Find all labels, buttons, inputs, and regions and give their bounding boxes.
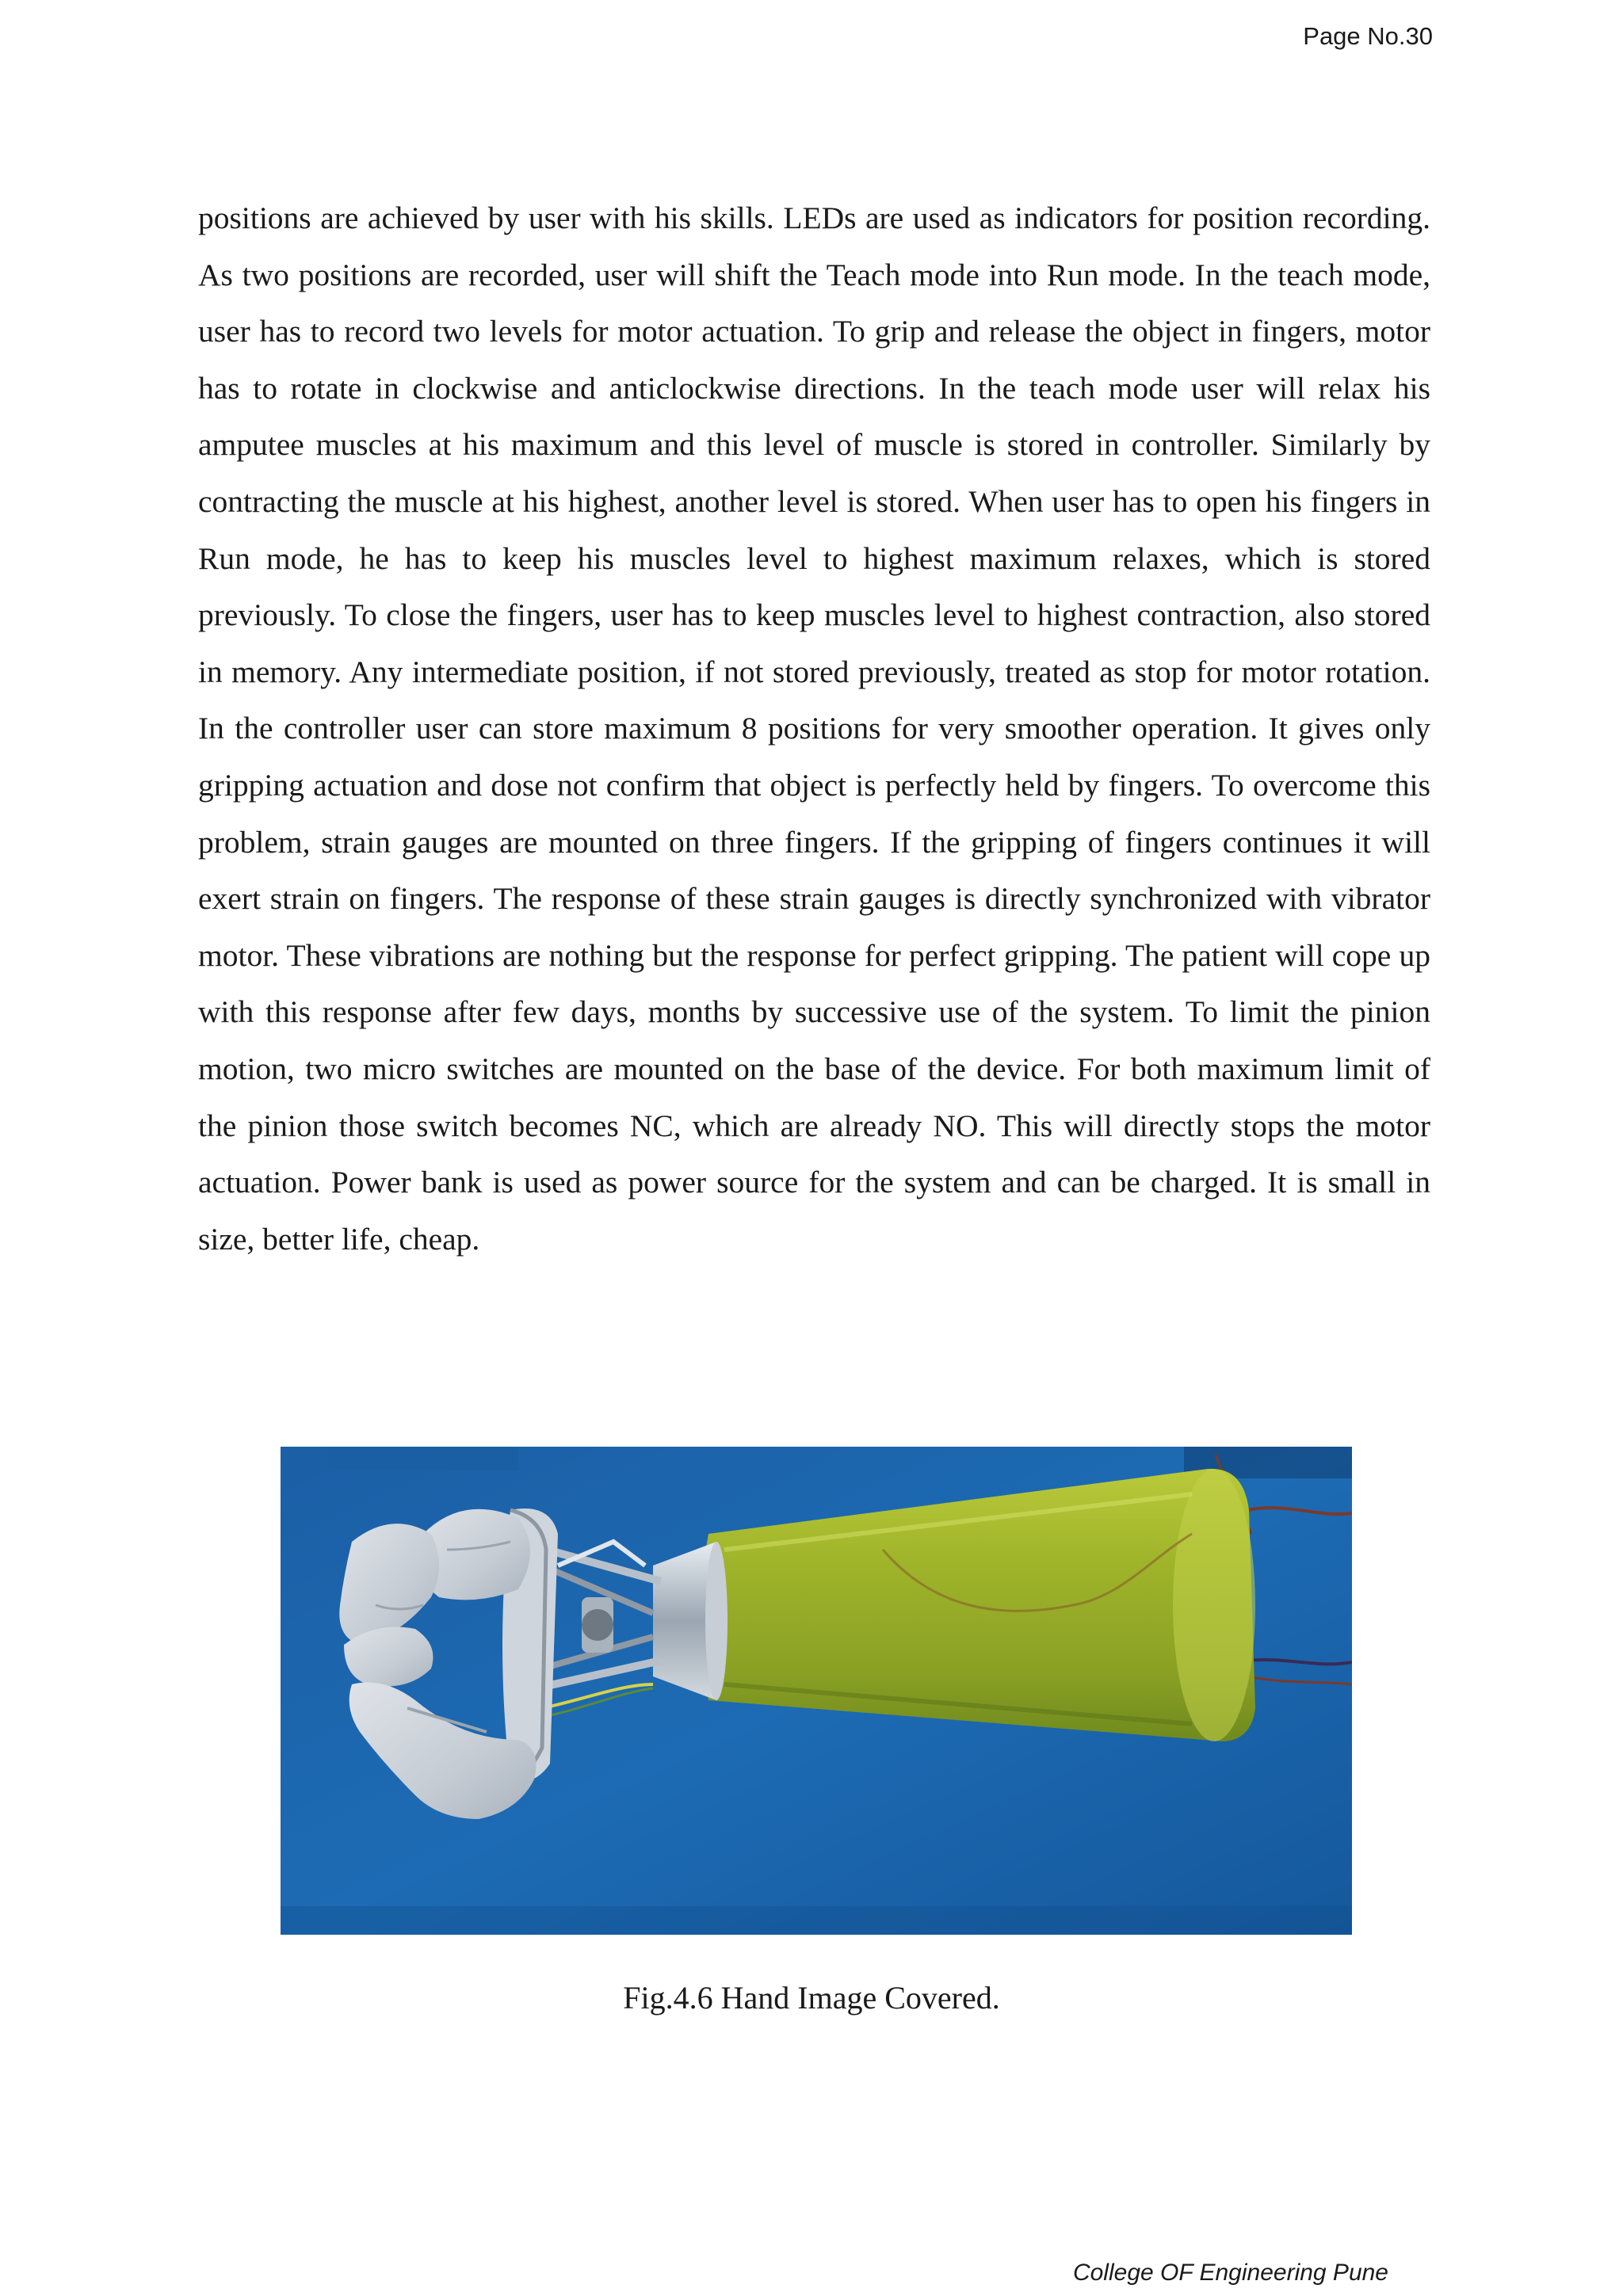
hand-photo xyxy=(281,1447,1352,1935)
body-paragraph: positions are achieved by user with his skills. LEDs are used as indicators for position recording. As two positions are recorded, user will shift the Teach mode into Run mode. In the teach mode, user has to record two levels for motor actuation. To grip and release the object in fingers, motor has to rotate in clockwise and anticlockwise directions. In the teach mode user will relax his amputee muscles at his maximum and this level of muscle is stored in controller. Similarly by contracting the muscle at his highest, another level is stored. When user has to open his fingers in Run mode, he has to keep his muscles level to highest maximum relaxes, which is stored previously. To close the fingers, user has to keep muscles level to highest contraction, also stored in memory. Any intermediate position, if not stored previously, treated as stop for motor rotation. In the controller user can store maximum 8 positions for very smoother operation. It gives only gripping actuation and dose not confirm that object is perfectly held by fingers. To overcome this problem, strain gauges are mounted on three fingers. If the gripping of fingers continues it will exert strain on fingers. The response of these strain gauges is directly synchronized with vibrator motor. These vibrations are nothing but the response for perfect gripping. The patient will cope up with this response after few days, months by successive use of the system. To limit the pinion motion, two micro switches are mounted on the base of the device. For both maximum limit of the pinion those switch becomes NC, which are already NO. This will directly stops the motor actuation. Power bank is used as power source for the system and can be charged. It is small in size, better life, cheap. xyxy=(198,200,1430,1257)
hand-photo-illustration xyxy=(281,1447,1352,1935)
figure-caption: Fig.4.6 Hand Image Covered. xyxy=(623,1980,1000,2016)
page-number: Page No.30 xyxy=(1303,22,1433,50)
footer-institution: College OF Engineering Pune xyxy=(1072,2260,1388,2286)
